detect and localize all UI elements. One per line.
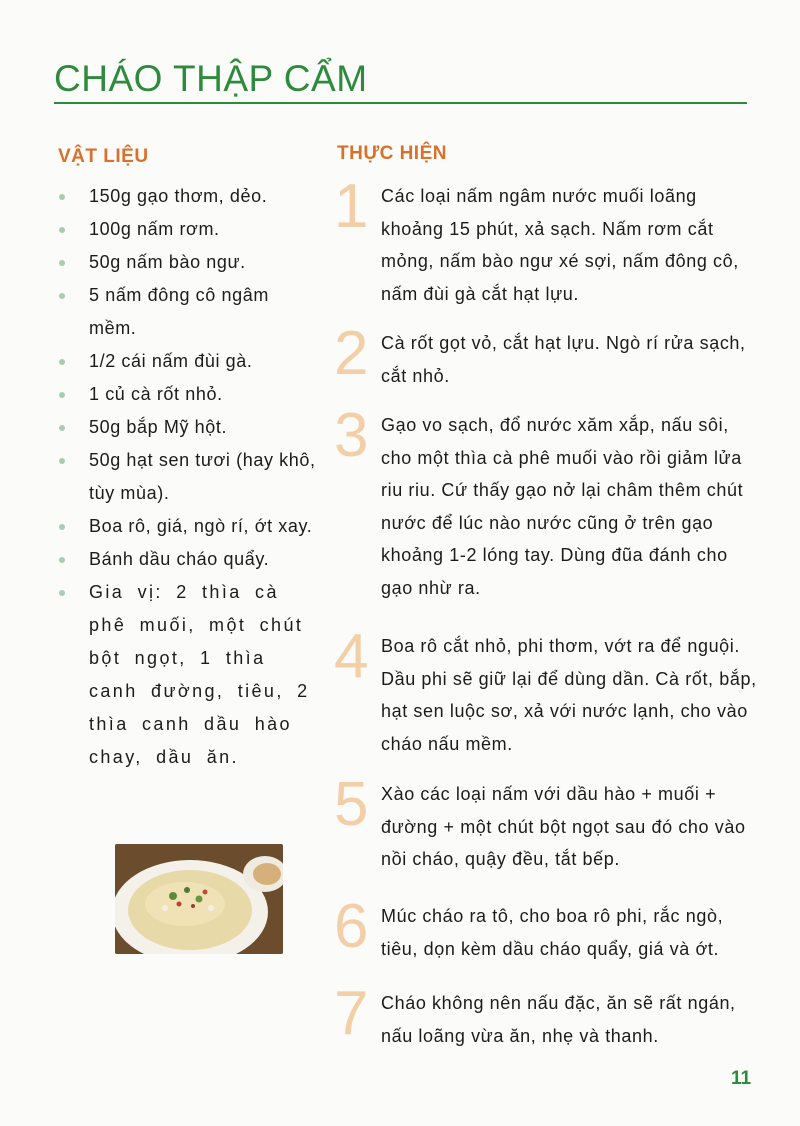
step-text: Cà rốt gọt vỏ, cắt hạt lựu. Ngò rí rửa sạch, cắt nhỏ. <box>381 333 746 386</box>
step-number: 4 <box>334 622 369 691</box>
ingredients-heading: VẬT LIỆU <box>58 146 149 167</box>
step-1 <box>334 172 764 310</box>
step-number: 3 <box>334 401 369 470</box>
ingredient-item: 150g gạo thơm, dẻo. <box>58 180 318 213</box>
step-2 <box>334 319 764 392</box>
ingredient-item: Bánh dầu cháo quẩy. <box>58 543 318 576</box>
step-7 <box>334 979 764 1052</box>
step-text: Xào các loại nấm với dầu hào + muối + đường + một chút bột ngọt sau đó cho vào nồi cháo, quậy đều, tắt bếp. <box>381 784 746 869</box>
step-text: Gạo vo sạch, đổ nước xăm xắp, nấu sôi, cho một thìa cà phê muối vào rồi giảm lửa riu riu. Cứ thấy gạo nở lại châm thêm chút nước để lúc nào nước cũng ở trên gạo khoảng 1-2 lóng tay. Dùng đũa đánh cho gạo nhừ ra. <box>381 415 744 598</box>
step-number: 6 <box>334 892 369 961</box>
ingredient-list <box>58 180 318 774</box>
ingredient-item: Gia vị: 2 thìa cà phê muối, một chút bột ngọt, 1 thìa canh đường, tiêu, 2 thìa canh dầu hào chay, dầu ăn. <box>58 576 318 774</box>
ingredient-item: 100g nấm rơm. <box>58 213 318 246</box>
ingredient-item: 50g nấm bào ngư. <box>58 246 318 279</box>
ingredient-item: 1 củ cà rốt nhỏ. <box>58 378 318 411</box>
ingredient-item: 1/2 cái nấm đùi gà. <box>58 345 318 378</box>
title-divider <box>54 102 747 104</box>
porridge-photo <box>115 844 283 954</box>
step-number: 7 <box>334 979 369 1048</box>
ingredient-item: 5 nấm đông cô ngâm mềm. <box>58 279 318 345</box>
step-text: Cháo không nên nấu đặc, ăn sẽ rất ngán, nấu loãng vừa ăn, nhẹ và thanh. <box>381 993 736 1046</box>
page-title: CHÁO THẬP CẨM <box>54 58 368 99</box>
porridge-bowl-image <box>115 844 283 954</box>
step-6 <box>334 892 764 965</box>
step-text: Boa rô cắt nhỏ, phi thơm, vớt ra để nguội. Dầu phi sẽ giữ lại để dùng dần. Cà rốt, bắp, hạt sen luộc sơ, xả với nước lạnh, cho vào cháo nấu mềm. <box>381 636 757 754</box>
steps-heading: THỰC HIỆN <box>337 143 447 164</box>
ingredient-item: 50g bắp Mỹ hột. <box>58 411 318 444</box>
step-text: Múc cháo ra tô, cho boa rô phi, rắc ngò, tiêu, dọn kèm dầu cháo quẩy, giá và ớt. <box>381 906 724 959</box>
step-4 <box>334 622 764 760</box>
step-number: 2 <box>334 319 369 388</box>
step-number: 5 <box>334 770 369 839</box>
page-number: 11 <box>731 1068 752 1089</box>
step-number: 1 <box>334 172 369 241</box>
ingredient-item: 50g hạt sen tươi (hay khô, tùy mùa). <box>58 444 318 510</box>
step-5 <box>334 770 764 876</box>
step-3 <box>334 401 764 604</box>
step-text: Các loại nấm ngâm nước muối loãng khoảng 15 phút, xả sạch. Nấm rơm cắt mỏng, nấm bào ngư xé sợi, nấm đông cô, nấm đùi gà cắt hạt lựu. <box>381 186 739 304</box>
ingredient-item: Boa rô, giá, ngò rí, ớt xay. <box>58 510 318 543</box>
